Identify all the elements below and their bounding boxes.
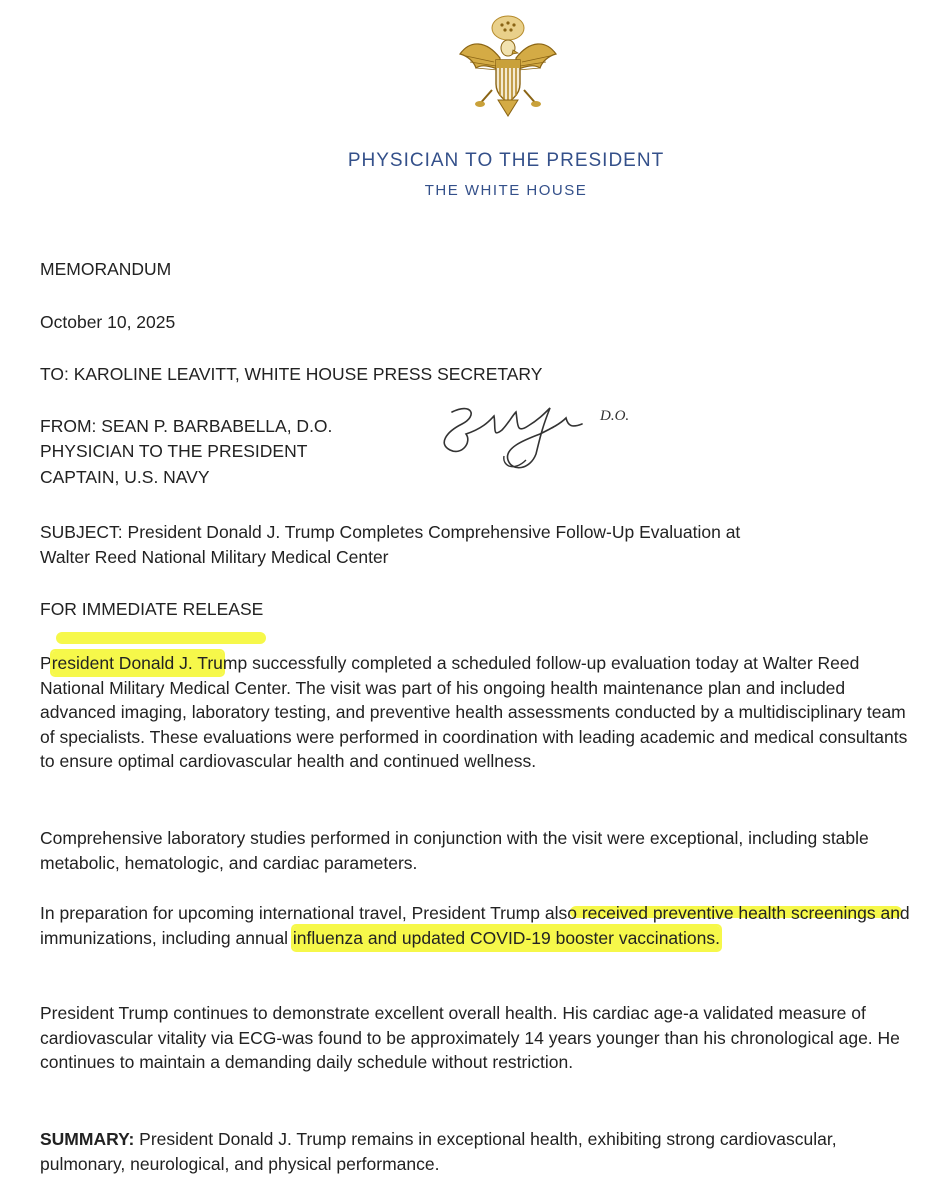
summary-label: SUMMARY: xyxy=(40,1129,135,1149)
highlighted-text: resident Donald J. Tru xyxy=(51,653,223,673)
memo-from-line: FROM: SEAN P. BARBABELLA, D.O. xyxy=(40,416,333,436)
body-paragraph-2: Comprehensive laboratory studies performed in conjunction with the visit were exceptional, including stable metabolic, hematologic, and cardiac parameters. xyxy=(40,828,869,873)
p3-start: In preparation for upcoming international travel, President Trump also received preventive health screenings and immunizations, including annual xyxy=(40,903,910,948)
memo-subject-line2: Walter Reed National Military Medical Center xyxy=(40,547,389,567)
body-paragraph-3 xyxy=(40,901,920,950)
memo-subject-line1: SUBJECT: President Donald J. Trump Completes Comprehensive Follow-Up Evaluation at xyxy=(40,522,741,542)
memo-from-title: PHYSICIAN TO THE PRESIDENT xyxy=(40,441,308,461)
highlighted-text: influenza and updated COVID-19 booster vaccinations. xyxy=(292,927,720,948)
highlight-mark xyxy=(56,632,266,644)
body-paragraph-1 xyxy=(40,651,920,774)
summary-text: President Donald J. Trump remains in exceptional health, exhibiting strong cardiovascular, pulmonary, neurological, and physical performance. xyxy=(40,1129,837,1174)
memo-from-rank: CAPTAIN, U.S. NAVY xyxy=(40,467,210,487)
memo-date: October 10, 2025 xyxy=(40,312,176,332)
body-paragraph-4: President Trump continues to demonstrate excellent overall health. His cardiac age-a validated measure of cardiovascular vitality via ECG-was found to be approximately 14 years younger than his chronological age. He continues to maintain a demanding daily schedule without restriction. xyxy=(40,1003,900,1072)
memo-to-line: TO: KAROLINE LEAVITT, WHITE HOUSE PRESS SECRETARY xyxy=(40,364,543,384)
p1-first-letter: P xyxy=(40,653,52,673)
summary-paragraph xyxy=(40,1127,920,1176)
p1-rest: mp successfully completed a scheduled follow-up evaluation today at Walter Reed National Military Medical Center. The visit was part of his ongoing health maintenance plan and included advanced imaging, laboratory testing, and preventive health assessments conducted by a multidisciplinary team of specialists. These evaluations were performed in coordination with leading academic and medical consultants to ensure optimal cardiovascular health and continued wellness. xyxy=(40,653,908,771)
signature-suffix: D.O. xyxy=(600,408,630,424)
memo-release-line: FOR IMMEDIATE RELEASE xyxy=(40,599,264,619)
memo-heading: MEMORANDUM xyxy=(40,259,172,279)
signature xyxy=(432,398,654,478)
presidential-eagle-seal-icon xyxy=(456,10,560,122)
letterhead-title: PHYSICIAN TO THE PRESIDENT xyxy=(347,150,665,171)
letterhead-subtitle: THE WHITE HOUSE xyxy=(424,182,588,199)
